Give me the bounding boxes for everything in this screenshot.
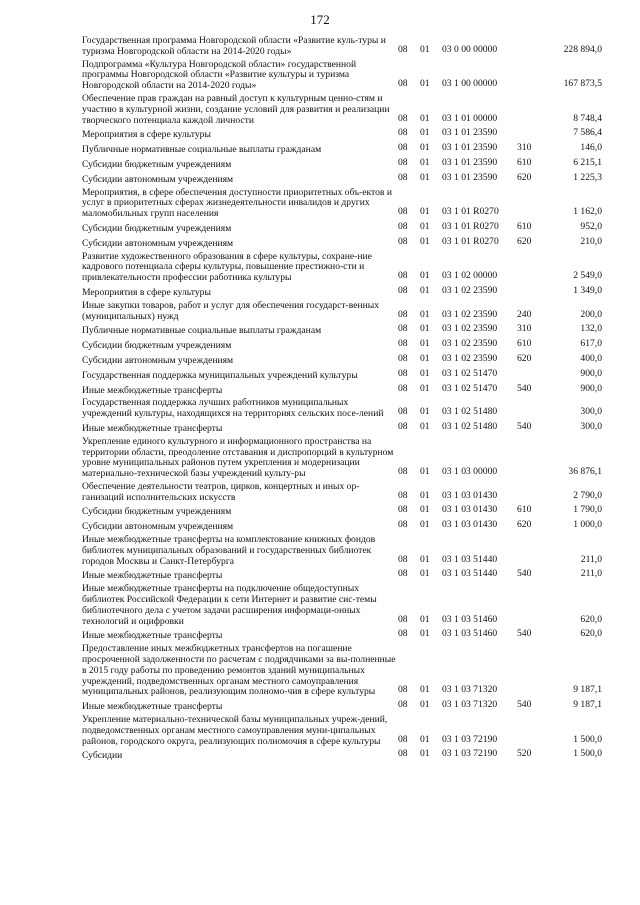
row-expense-type: 540 <box>517 420 532 432</box>
row-amount: 300,0 <box>580 420 602 432</box>
row-name: Государственная поддержка муниципальных учреждений культуры <box>82 369 358 381</box>
row-expense-type: 310 <box>517 323 532 335</box>
row-amount: 1 790,0 <box>573 504 602 516</box>
row-section-code: 08 <box>398 733 408 745</box>
row-amount: 228 894,0 <box>563 43 602 55</box>
table-row <box>82 173 602 188</box>
row-section-code: 08 <box>398 466 408 478</box>
row-target-article: 03 1 03 71320 <box>442 684 498 696</box>
row-amount: 7 586,4 <box>573 127 602 139</box>
row-expense-type <box>517 644 547 700</box>
row-target-article: 03 1 03 01430 <box>442 519 498 531</box>
table-row <box>82 700 602 715</box>
row-subsection-code: 01 <box>420 382 430 394</box>
row-subsection-code: 01 <box>420 220 430 232</box>
row-amount: 900,0 <box>580 382 602 394</box>
table-row <box>82 286 602 301</box>
row-amount: 620,0 <box>580 613 602 625</box>
row-target-article: 03 1 01 R0270 <box>442 220 499 232</box>
row-name: Субсидии бюджетным учреждениям <box>82 506 232 518</box>
row-amount: 1 349,0 <box>573 284 602 296</box>
row-amount: 2 549,0 <box>573 270 602 282</box>
row-section-code: 08 <box>398 553 408 565</box>
row-name: Субсидии автономным учреждениям <box>82 173 234 185</box>
row-subsection-code: 01 <box>420 308 430 320</box>
page-number: 172 <box>310 12 330 27</box>
row-expense-type: 610 <box>517 156 532 168</box>
row-expense-type: 620 <box>517 519 532 531</box>
row-name: Иные межбюджетные трансферты <box>82 701 223 713</box>
row-expense-type <box>517 584 547 629</box>
table-row <box>82 422 602 437</box>
row-section-code: 08 <box>398 367 408 379</box>
row-target-article: 03 1 03 51440 <box>442 568 498 580</box>
row-name: Иные межбюджетные трансферты на подключение общедоступных библиотек Российской Федерации к сети Интернет и развитие сис-темы библиотечного дела с учетом задачи расширения информаци-онных технологий и оцифровки <box>82 583 377 627</box>
row-target-article: 03 1 03 00000 <box>442 466 498 478</box>
row-target-article: 03 1 02 51470 <box>442 382 498 394</box>
row-amount: 8 748,4 <box>573 112 602 124</box>
row-section-code: 08 <box>398 220 408 232</box>
row-section-code: 08 <box>398 489 408 501</box>
row-expense-type: 620 <box>517 352 532 364</box>
row-name: Субсидии автономным учреждениям <box>82 354 234 366</box>
row-subsection-code: 01 <box>420 420 430 432</box>
table-row <box>82 384 602 399</box>
row-expense-type: 610 <box>517 338 532 350</box>
row-subsection-code: 01 <box>420 270 430 282</box>
row-name: Публичные нормативные социальные выплаты гражданам <box>82 325 322 337</box>
table-row <box>82 128 602 143</box>
row-subsection-code: 01 <box>420 142 430 154</box>
row-expense-type: 620 <box>517 235 532 247</box>
row-target-article: 03 1 03 51440 <box>442 553 498 565</box>
table-row <box>82 143 602 158</box>
row-section-code: 08 <box>398 504 408 516</box>
row-name: Укрепление материально-технической базы муниципальных учреж-дений, подведомственных органам местного самоуправления муни-ципальных районов, городского округа, реализующих полномочия в сфере культуры <box>82 714 388 747</box>
row-section-code: 08 <box>398 420 408 432</box>
row-subsection-code: 01 <box>420 338 430 350</box>
row-expense-type: 540 <box>517 568 532 580</box>
row-section-code: 08 <box>398 127 408 139</box>
table-row <box>82 354 602 369</box>
row-expense-type <box>517 369 547 384</box>
row-target-article: 03 1 01 R0270 <box>442 206 499 218</box>
row-subsection-code: 01 <box>420 171 430 183</box>
row-subsection-code: 01 <box>420 748 430 760</box>
row-expense-type <box>517 715 547 749</box>
row-amount: 617,0 <box>580 338 602 350</box>
row-target-article: 03 1 02 51480 <box>442 406 498 418</box>
table-row <box>82 339 602 354</box>
row-name: Иные закупки товаров, работ и услуг для обеспечения государст-венных (муниципальных) нужд <box>82 299 379 322</box>
row-expense-type <box>517 252 547 286</box>
row-section-code: 08 <box>398 684 408 696</box>
row-expense-type <box>517 398 547 422</box>
row-name: Субсидии автономным учреждениям <box>82 521 234 533</box>
row-amount: 200,0 <box>580 308 602 320</box>
row-name: Государственная программа Новгородской области «Развитие куль-туры и туризма Новгородской области на 2014-2020 годы» <box>82 35 386 57</box>
row-section-code: 08 <box>398 628 408 640</box>
row-amount: 211,0 <box>580 568 602 580</box>
row-name: Иные межбюджетные трансферты на комплектование книжных фондов библиотек муниципальных образований и государственных библиотек городов Москвы и Санкт-Петербурга <box>82 534 376 567</box>
row-section-code: 08 <box>398 235 408 247</box>
row-subsection-code: 01 <box>420 699 430 711</box>
row-subsection-code: 01 <box>420 613 430 625</box>
table-row <box>82 644 602 700</box>
row-amount: 132,0 <box>580 323 602 335</box>
row-name: Предоставление иных межбюджетных трансфертов на погашение просроченной задолженности по расчетам с подрядчиками за вы-полненные в 2015 году работы по проведению ремонтов зданий муниципальных учреждений, подведомственных органам местного самоуправления муниципальных районов, реализующим полномо-чия в сфере культуры <box>82 643 396 698</box>
row-target-article: 03 1 02 23590 <box>442 308 498 320</box>
row-subsection-code: 01 <box>420 504 430 516</box>
row-target-article: 03 1 02 51470 <box>442 367 498 379</box>
row-amount: 9 187,1 <box>573 699 602 711</box>
table-row <box>82 535 602 569</box>
row-amount: 2 790,0 <box>573 489 602 501</box>
row-name: Субсидии бюджетным учреждениям <box>82 340 232 352</box>
row-amount: 1 225,3 <box>573 171 602 183</box>
table-row <box>82 252 602 286</box>
budget-table <box>82 36 602 764</box>
table-row <box>82 94 602 128</box>
row-subsection-code: 01 <box>420 489 430 501</box>
table-row <box>82 584 602 629</box>
table-row <box>82 60 602 94</box>
row-target-article: 03 0 00 00000 <box>442 43 498 55</box>
row-section-code: 08 <box>398 308 408 320</box>
row-expense-type: 520 <box>517 748 532 760</box>
row-subsection-code: 01 <box>420 519 430 531</box>
row-amount: 300,0 <box>580 406 602 418</box>
row-subsection-code: 01 <box>420 78 430 90</box>
row-amount: 1 500,0 <box>573 733 602 745</box>
row-subsection-code: 01 <box>420 406 430 418</box>
row-section-code: 08 <box>398 382 408 394</box>
row-expense-type <box>517 94 547 128</box>
row-name: Мероприятия, в сфере обеспечения доступности приоритетных объ-ектов и услуг в приоритетных сферах жизнедеятельности инвалидов и других маломобильных групп населения <box>82 186 392 220</box>
table-row <box>82 629 602 644</box>
row-expense-type: 620 <box>517 171 532 183</box>
row-name: Обеспечение деятельности театров, цирков, концертных и иных ор-ганизаций исполнительских искусств <box>82 480 360 503</box>
table-row <box>82 398 602 422</box>
row-target-article: 03 1 02 23590 <box>442 352 498 364</box>
row-name: Мероприятия в сфере культуры <box>82 129 211 141</box>
row-section-code: 08 <box>398 156 408 168</box>
table-row <box>82 222 602 237</box>
row-expense-type: 610 <box>517 220 532 232</box>
row-expense-type <box>517 36 547 60</box>
row-name: Субсидии бюджетным учреждениям <box>82 158 232 170</box>
row-name: Субсидии бюджетным учреждениям <box>82 222 232 234</box>
row-subsection-code: 01 <box>420 628 430 640</box>
row-amount: 211,0 <box>580 553 602 565</box>
row-expense-type: 610 <box>517 504 532 516</box>
row-subsection-code: 01 <box>420 284 430 296</box>
row-amount: 167 873,5 <box>563 78 602 90</box>
row-section-code: 08 <box>398 406 408 418</box>
row-amount: 1 500,0 <box>573 748 602 760</box>
row-name: Иные межбюджетные трансферты <box>82 570 223 582</box>
row-subsection-code: 01 <box>420 112 430 124</box>
row-name: Развитие художественного образования в сфере культуры, сохране-ние кадрового потенциала сферы культуры, повышение престижно-сти и привлекательности профессии работника культуры <box>82 250 372 284</box>
row-subsection-code: 01 <box>420 466 430 478</box>
table-row <box>82 482 602 506</box>
row-section-code: 08 <box>398 352 408 364</box>
row-subsection-code: 01 <box>420 733 430 745</box>
table-row <box>82 505 602 520</box>
row-target-article: 03 1 01 23590 <box>442 142 498 154</box>
row-subsection-code: 01 <box>420 367 430 379</box>
row-section-code: 08 <box>398 613 408 625</box>
row-subsection-code: 01 <box>420 684 430 696</box>
row-name: Мероприятия в сфере культуры <box>82 286 211 298</box>
row-target-article: 03 1 03 01430 <box>442 504 498 516</box>
row-expense-type <box>517 437 547 482</box>
budget-table-body <box>82 36 602 764</box>
row-expense-type <box>517 286 547 301</box>
row-name: Иные межбюджетные трансферты <box>82 384 223 396</box>
table-row <box>82 369 602 384</box>
row-name: Укрепление единого культурного и информационного пространства на территории области, преодоление отставания и диспропорций в культурном уровне муниципальных районов путем укрепления и модернизации материально-технической базы учреждений культу-ры <box>82 435 394 480</box>
row-amount: 210,0 <box>580 235 602 247</box>
row-subsection-code: 01 <box>420 43 430 55</box>
row-target-article: 03 1 01 23590 <box>442 171 498 183</box>
row-target-article: 03 1 03 51460 <box>442 613 498 625</box>
row-expense-type <box>517 188 547 222</box>
table-row <box>82 715 602 749</box>
row-section-code: 08 <box>398 112 408 124</box>
row-name: Подпрограмма «Культура Новгородской области» государственной программы Новгородской области «Развитие культуры и туризма Новгородской области на 2014-2020 годы» <box>82 58 357 92</box>
row-target-article: 03 1 03 51460 <box>442 628 498 640</box>
row-expense-type: 240 <box>517 308 532 320</box>
row-amount: 952,0 <box>580 220 602 232</box>
row-name: Субсидии <box>82 750 123 762</box>
row-expense-type <box>517 482 547 506</box>
table-row <box>82 237 602 252</box>
row-subsection-code: 01 <box>420 206 430 218</box>
row-expense-type <box>517 128 547 143</box>
row-section-code: 08 <box>398 748 408 760</box>
table-row <box>82 437 602 482</box>
row-target-article: 03 1 02 23590 <box>442 284 498 296</box>
row-name: Государственная поддержка лучших работников муниципальных учреждений культуры, находящихся на территориях сельских посе-лений <box>82 397 384 420</box>
row-name: Публичные нормативные социальные выплаты гражданам <box>82 144 322 156</box>
row-subsection-code: 01 <box>420 568 430 580</box>
row-section-code: 08 <box>398 699 408 711</box>
row-name: Иные межбюджетные трансферты <box>82 422 223 434</box>
table-row <box>82 301 602 325</box>
row-section-code: 08 <box>398 338 408 350</box>
row-section-code: 08 <box>398 284 408 296</box>
table-row <box>82 520 602 535</box>
table-row <box>82 569 602 584</box>
row-target-article: 03 1 01 23590 <box>442 156 498 168</box>
row-name: Субсидии автономным учреждениям <box>82 237 234 249</box>
table-row <box>82 749 602 764</box>
row-section-code: 08 <box>398 206 408 218</box>
row-section-code: 08 <box>398 519 408 531</box>
row-target-article: 03 1 03 71320 <box>442 699 498 711</box>
row-amount: 620,0 <box>580 628 602 640</box>
row-expense-type: 540 <box>517 382 532 394</box>
row-target-article: 03 1 02 23590 <box>442 323 498 335</box>
table-row <box>82 36 602 60</box>
row-target-article: 03 1 03 72190 <box>442 748 498 760</box>
row-expense-type: 310 <box>517 142 532 154</box>
row-amount: 900,0 <box>580 367 602 379</box>
row-amount: 146,0 <box>580 142 602 154</box>
row-name: Обеспечение прав граждан на равный доступ к культурным ценно-стям и участию в культурной жизни, создание условий для развития и реализации творческого потенциала каждой личности <box>82 92 390 126</box>
row-name: Иные межбюджетные трансферты <box>82 630 223 642</box>
row-subsection-code: 01 <box>420 235 430 247</box>
row-target-article: 03 1 02 51480 <box>442 420 498 432</box>
row-section-code: 08 <box>398 43 408 55</box>
row-amount: 1 162,0 <box>573 206 602 218</box>
table-row <box>82 188 602 222</box>
row-target-article: 03 1 02 00000 <box>442 270 498 282</box>
row-amount: 36 876,1 <box>568 466 602 478</box>
row-section-code: 08 <box>398 270 408 282</box>
row-target-article: 03 1 03 01430 <box>442 489 498 501</box>
row-target-article: 03 1 00 00000 <box>442 78 498 90</box>
table-row <box>82 324 602 339</box>
table-row <box>82 158 602 173</box>
row-amount: 400,0 <box>580 352 602 364</box>
row-subsection-code: 01 <box>420 156 430 168</box>
row-target-article: 03 1 01 00000 <box>442 112 498 124</box>
row-amount: 6 215,1 <box>573 156 602 168</box>
row-expense-type <box>517 60 547 94</box>
row-target-article: 03 1 01 23590 <box>442 127 498 139</box>
row-subsection-code: 01 <box>420 127 430 139</box>
row-amount: 9 187,1 <box>573 684 602 696</box>
row-section-code: 08 <box>398 142 408 154</box>
row-section-code: 08 <box>398 171 408 183</box>
row-expense-type: 540 <box>517 699 532 711</box>
row-target-article: 03 1 01 R0270 <box>442 235 499 247</box>
row-expense-type: 540 <box>517 628 532 640</box>
row-target-article: 03 1 02 23590 <box>442 338 498 350</box>
row-subsection-code: 01 <box>420 323 430 335</box>
row-section-code: 08 <box>398 323 408 335</box>
row-subsection-code: 01 <box>420 352 430 364</box>
row-amount: 1 000,0 <box>573 519 602 531</box>
row-section-code: 08 <box>398 78 408 90</box>
row-expense-type <box>517 535 547 569</box>
row-section-code: 08 <box>398 568 408 580</box>
row-subsection-code: 01 <box>420 553 430 565</box>
row-target-article: 03 1 03 72190 <box>442 733 498 745</box>
